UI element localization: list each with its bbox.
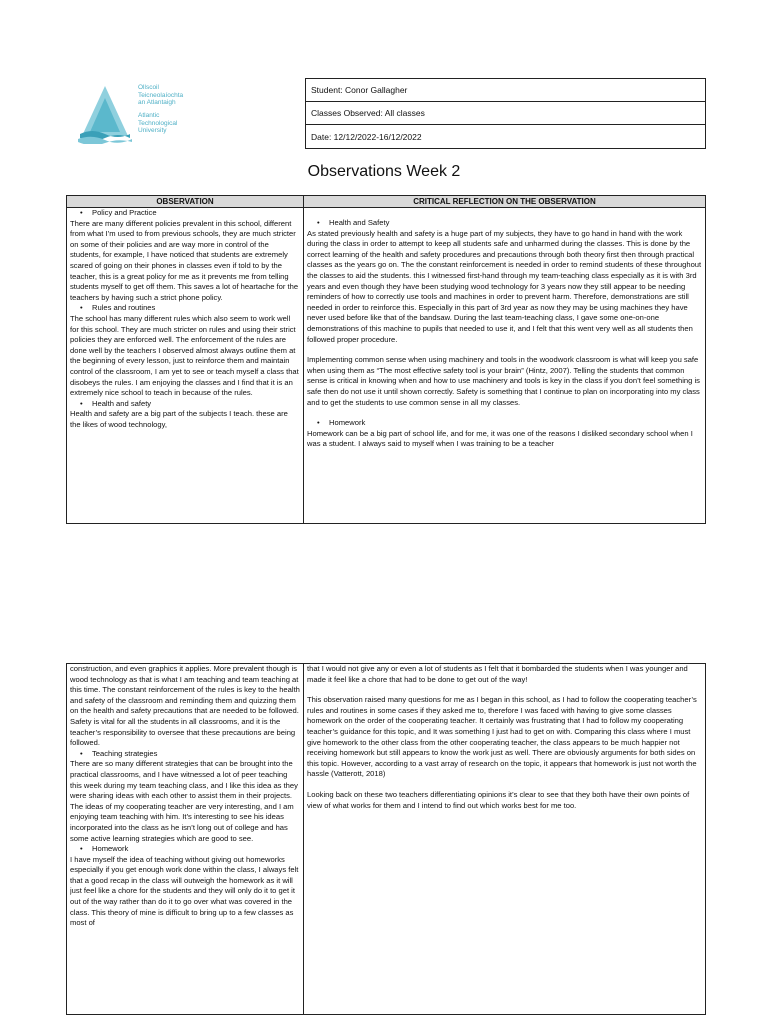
paragraph-gap — [307, 208, 702, 218]
observation-text — [70, 208, 300, 523]
logo-line: Technological — [138, 119, 178, 127]
page-title: Observations Week 2 — [307, 163, 461, 180]
logo-line: Teicneolaíochta — [138, 91, 184, 99]
paragraph: This observation raised many questions for me as I began in this school, as I had to follow the cooperating teacher’s rules and routines in some cases if they asked me to, therefore I was faced with having to give some classes homework on the order of the cooperating teacher. It certainly was frustrating that I had to follow my cooperating teacher’s guidance for this topic, and It was something I just had to get on with. Comparing this class where I must give homework to the other class from the other cooperating teacher, the class appears to be much happier not receiving homework but still appears to know the work just as well. There are obviously arguments for both sides on this topic. However, according to a vast array of research on the topic, it appears that homework is just not worth the hassle (Vatterott, 2018) — [307, 695, 697, 779]
paragraph: The school has many different rules which also seem to work well for this school. They are much stricter on rules and using their strict policies they are enforced well. The enforcement of the rules are done well by the teachers I observed almost always outline them at the beginning of every lesson, just to reinforce them and maintain control of the classroom, I am yet to see or teach myself a class that disobeys the rules. I am enjoying the classes and I find that it is an extremely nice school to teach in because of the rules. — [70, 313, 299, 398]
paragraph: Homework can be a big part of school life, and for me, it was one of the reasons I disliked secondary school when I was a student. I always said to myself when I was training to be a teacher — [307, 428, 693, 449]
paragraph-gap — [307, 408, 702, 418]
student-name: Student: Conor Gallagher — [306, 79, 705, 102]
reflection-text — [307, 208, 702, 523]
paragraph: Looking back on these two teachers differentiating opinions it’s clear to see that they both have their own points of view of what works for them and I intend to find out which works best for me too. — [307, 789, 690, 810]
logo-line: Ollscoil — [138, 84, 159, 91]
logo-english-name — [138, 112, 177, 135]
atu-logo — [76, 80, 206, 148]
student-info-table — [305, 78, 706, 149]
observation-text — [70, 664, 300, 1014]
classes-observed: Classes Observed: All classes — [306, 102, 705, 125]
paragraph: construction, and even graphics it applies. More prevalent though is wood technology as that is what I am teaching and team teaching at this time. The constant reinforcement of the rules is key to the health and safety of the classroom and reminding them and quizzing them on the health and safety precautions that are needed to be followed. Safety is vital for all the students in all classrooms, and it is the teacher’s responsibility to oversee that these precautions are being followed. — [70, 664, 300, 748]
observation-table-page-2 — [66, 663, 706, 1015]
paragraph: I have myself the idea of teaching without giving out homeworks especially if you get enough work done within the class, I always felt that a good recap in the class will outweigh the homework as it will just feel like a chore for the students and they will only do it to get it out of the way rather than do it to go over what was covered in the class. This theory of mine is difficult to bring up to a few classes as most of — [70, 854, 299, 928]
paragraph: Implementing common sense when using machinery and tools in the woodwork classroom is what will keep you safe when using them as “The most effective safety tool is your brain” (Hintz, 2007). Telling the students that common sense is critical in knowing when and how to use machinery and tools is key in the class if you don’t feel something is safe then do not use it until shown correctly. Safety is something that I continue to plan on incorporating into my class and to get the students to use common sense in all my classes. — [307, 355, 700, 407]
logo-line: University — [138, 127, 167, 134]
logo-line: an Atlantaigh — [138, 99, 176, 106]
logo-line: Atlantic — [138, 112, 160, 119]
paragraph: There are so many different strategies that can be brought into the practical classrooms, and I have witnessed a lot of peer teaching this week during my team teaching class, and I like this idea as they were sharing ideas with each other to assist them in their projects. The ideas of my cooperating teacher are very interesting, and I am enjoying team teaching with him. It’s interesting to see his ideas incorporated into the class as he isn’t long out of college and has some active learning strategies which are good to see. — [70, 759, 298, 843]
paragraph: As stated previously health and safety is a huge part of my subjects, they have to go hand in hand with the work during the class in order to attempt to keep all students safe and unharmed during the classes. This is done by the correct learning of the health and safety procedures and precautions through both theory first then through practical classes as the years go on. The the constant reinforcement is needed in order to remind students of these throughout the classes to aid the students. this I witnessed first-hand through my team-teaching class especially as it is with 3rd years and even though they have been studying wood technology for 3 years now they still appear to be needing reminders of how to correctly use tools and machines in order to prevent harm. Therefore, demonstrations are still needed in order to reinforce this. Especially in this part of 3rd year as now they may be using machines they have never used before like that of the bandsaw. During the last team-teaching class, I gave some one-on-one demonstrations of this machine to pupils that needed to use it, and I felt that this went very well as all students then followed proper procedure. — [307, 228, 702, 344]
section-bullet: • Health and safety — [70, 399, 300, 410]
reflection-cell — [304, 664, 706, 1015]
paragraph-gap — [307, 685, 702, 695]
paragraph: There are many different policies prevalent in this school, different from what I’m used to from previous schools, they are much stricter on some of their policies and are way more in control of the students, for example, I have noticed that students are extremely scared of going on their phones in classes even if told to by the teacher, this is a great policy for me as it prevents me from telling students myself to get off them. This saves a lot of heartache for the teachers by having such a strict phone policy. — [70, 218, 299, 302]
section-bullet: • Homework — [307, 418, 702, 429]
atu-logo-mark — [76, 84, 134, 144]
section-bullet: • Health and Safety — [307, 218, 702, 229]
observation-cell — [67, 664, 304, 1015]
paragraph: that I would not give any or even a lot of students as I felt that it bombarded the students when I was younger and made it feel like a chore that had to be done to get out of the way! — [307, 664, 688, 684]
observation-cell — [67, 208, 304, 524]
observation-header: OBSERVATION — [67, 196, 304, 208]
paragraph: Health and safety are a big part of the subjects I teach. these are the likes of wood technology, — [70, 409, 288, 429]
section-bullet: • Teaching strategies — [70, 749, 300, 760]
logo-irish-name — [138, 84, 183, 107]
section-bullet: • Homework — [70, 844, 300, 855]
section-bullet: • Rules and routines — [70, 303, 300, 314]
reflection-text — [307, 664, 702, 1014]
observation-table-page-1 — [66, 195, 706, 524]
paragraph-gap — [307, 780, 702, 790]
reflection-cell — [304, 208, 706, 524]
section-bullet: • Policy and Practice — [70, 208, 300, 219]
observation-date: Date: 12/12/2022-16/12/2022 — [311, 131, 422, 142]
paragraph-gap — [307, 345, 702, 355]
reflection-header: CRITICAL REFLECTION ON THE OBSERVATION — [304, 196, 706, 208]
